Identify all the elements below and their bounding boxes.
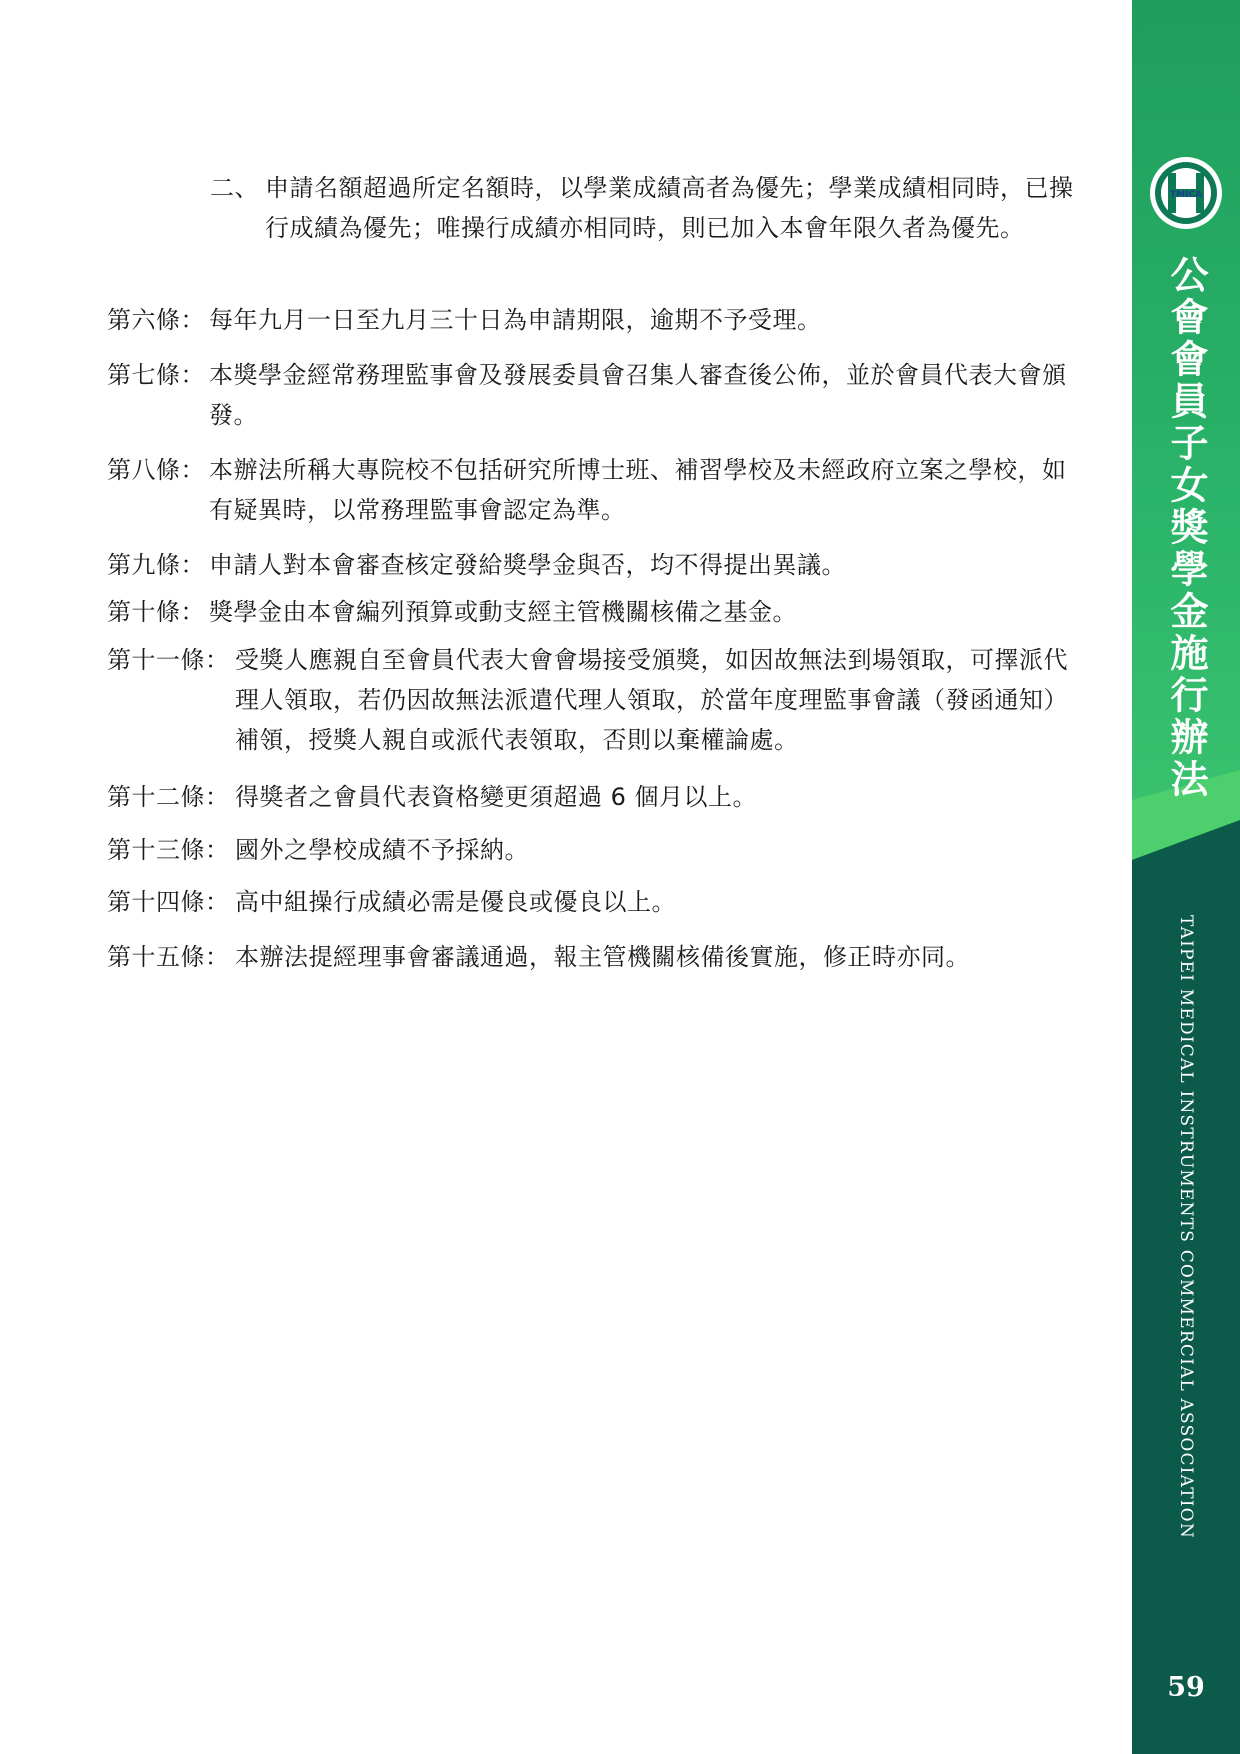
article-number: 第十二條： (107, 783, 230, 811)
article-text: 高中組操行成績必需是優良或優良以上。 (235, 888, 676, 916)
article-15 (107, 937, 1077, 977)
article-number: 第十三條： (107, 836, 230, 864)
sidebar-subtitle-en: TAIPEI MEDICAL INSTRUMENTS COMMERCIAL ASSOCIATION (1176, 915, 1196, 1539)
article-text: 獎學金由本會編列預算或動支經主管機關核備之基金。 (209, 598, 797, 626)
article-12 (107, 777, 1077, 817)
article-text: 本獎學金經常務理監事會及發展委員會召集人審查後公佈，並於會員代表大會頒發。 (209, 361, 1067, 429)
article-6 (107, 300, 1077, 340)
article-8 (107, 450, 1077, 530)
sidebar (1132, 0, 1240, 1754)
article-7 (107, 355, 1077, 435)
article-number: 第十五條： (107, 943, 230, 971)
logo-text: TMICA (1169, 190, 1203, 200)
article-13 (107, 830, 1077, 870)
article-number: 第六條： (107, 306, 205, 334)
article-text: 申請人對本會審查核定發給獎學金與否，均不得提出異議。 (209, 551, 846, 579)
article-9 (107, 545, 1077, 585)
article-text: 每年九月一日至九月三十日為申請期限，逾期不予受理。 (209, 306, 822, 334)
article-number: 第七條： (107, 361, 205, 389)
article-text: 本辦法所稱大專院校不包括研究所博士班、補習學校及未經政府立案之學校，如有疑異時，以常務理監事會認定為準。 (209, 456, 1067, 524)
item-text: 申請名額超過所定名額時，以學業成績高者為優先；學業成績相同時，已操行成績為優先；唯操行成績亦相同時，則已加入本會年限久者為優先。 (265, 174, 1074, 242)
association-logo (1148, 155, 1224, 231)
sidebar-title: 公會會員子女獎學金施行辦法 (1164, 255, 1209, 801)
list-item (210, 168, 1080, 248)
article-text: 受獎人應親自至會員代表大會會場接受頒獎，如因故無法到場領取，可擇派代理人領取，若仍因故無法派遣代理人領取，於當年度理監事會議（發函通知）補領，授獎人親自或派代表領取，否則以棄權論處。 (235, 646, 1068, 754)
article-14 (107, 882, 1077, 922)
page-number: 59 (1167, 1672, 1205, 1703)
article-number: 第八條： (107, 456, 205, 484)
article-11 (107, 640, 1077, 760)
article-10 (107, 592, 1077, 632)
article-number: 第十四條： (107, 888, 230, 916)
article-text: 得獎者之會員代表資格變更須超過 6 個月以上。 (235, 783, 758, 811)
article-number: 第十一條： (107, 646, 230, 674)
article-text: 國外之學校成績不予採納。 (235, 836, 529, 864)
article-text: 本辦法提經理事會審議通過，報主管機關核備後實施，修正時亦同。 (235, 943, 970, 971)
article-number: 第九條： (107, 551, 205, 579)
article-number: 第十條： (107, 598, 205, 626)
item-number: 二、 (210, 174, 259, 202)
